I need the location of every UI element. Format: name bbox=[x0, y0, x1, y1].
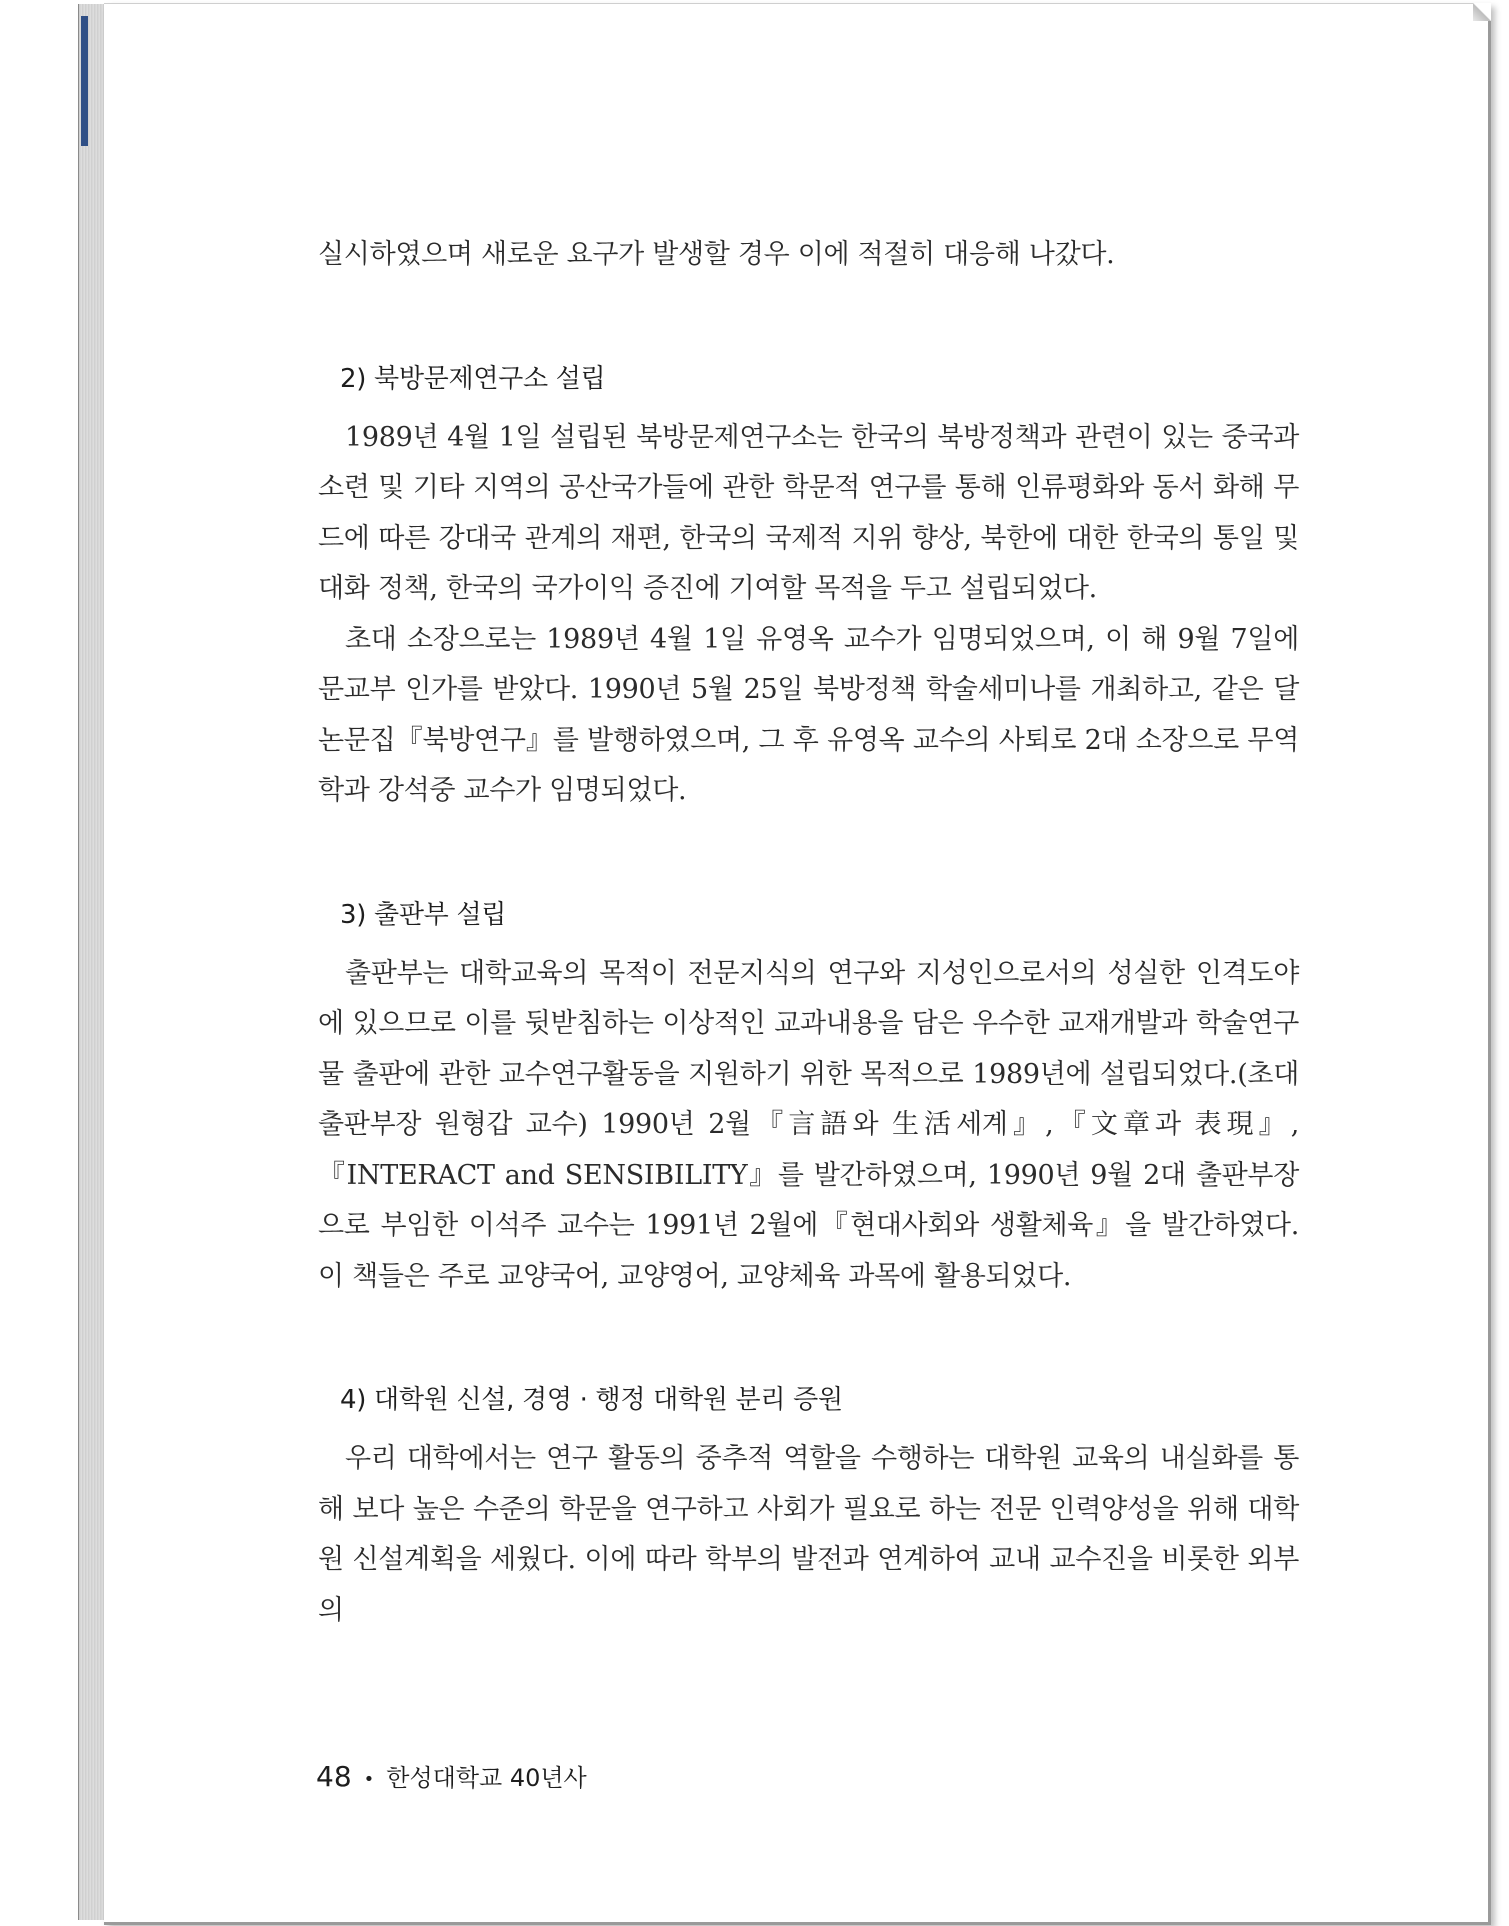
section-heading-press: 3) 출판부 설립 bbox=[340, 899, 507, 930]
page-content bbox=[318, 230, 1299, 1636]
paragraph: 1989년 4월 1일 설립된 북방문제연구소는 한국의 북방정책과 관련이 있는 중국과 소련 및 기타 지역의 공산국가들에 관한 학문적 연구를 통해 인류평화와 동서 화해 무드에 따른 강대국 관계의 재편, 한국의 국제적 지위 향상, 북한에 대한 한국의 통일 및 대화 정책, 한국의 국가이익 증진에 기여할 목적을 두고 설립되었다. bbox=[318, 421, 1299, 604]
footer-bullet: • bbox=[363, 1768, 375, 1790]
section-heading-graduate-school: 4) 대학원 신설, 경영 · 행정 대학원 분리 증원 bbox=[340, 1385, 843, 1415]
continued-paragraph: 실시하였으며 새로운 요구가 발생할 경우 이에 적절히 대응해 나갔다. bbox=[318, 239, 1115, 270]
section-heading-northern-institute: 2) 북방문제연구소 설립 bbox=[340, 363, 606, 394]
book-title: 한성대학교 40년사 bbox=[386, 1764, 587, 1792]
page-corner bbox=[1473, 3, 1491, 21]
paragraph: 우리 대학에서는 연구 활동의 중추적 역할을 수행하는 대학원 교육의 내실화를 통해 보다 높은 수준의 학문을 연구하고 사회가 필요로 하는 전문 인력양성을 위해 대학원 신설계획을 세웠다. 이에 따라 학부의 발전과 연계하여 교내 교수진을 비롯한 외부의 bbox=[318, 1443, 1299, 1626]
book-page-edges bbox=[78, 4, 105, 1920]
paragraph: 출판부는 대학교육의 목적이 전문지식의 연구와 지성인으로서의 성실한 인격도야에 있으므로 이를 뒷받침하는 이상적인 교과내용을 담은 우수한 교재개발과 학술연구물 출판에 관한 교수연구활동을 지원하기 위한 목적으로 1989년에 설립되었다.(초대 출판부장 원형갑 교수) 1990년 2월『言語와 生活세계』,『文章과 表現』,『INTERACT and SENSIBILITY』를 발간하였으며, 1990년 9월 2대 출판부장으로 부임한 이석주 교수는 1991년 2월에『현대사회와 생활체육』을 발간하였다. 이 책들은 주로 교양국어, 교양영어, 교양체육 과목에 활용되었다. bbox=[318, 957, 1299, 1292]
paragraph: 초대 소장으로는 1989년 4월 1일 유영옥 교수가 임명되었으며, 이 해 9월 7일에 문교부 인가를 받았다. 1990년 5월 25일 북방정책 학술세미나를 개최하고, 같은 달 논문집『북방연구』를 발행하였으며, 그 후 유영옥 교수의 사퇴로 2대 소장으로 무역학과 강석중 교수가 임명되었다. bbox=[318, 623, 1299, 806]
page-footer bbox=[316, 1758, 587, 1793]
page-number: 48 bbox=[316, 1760, 352, 1793]
